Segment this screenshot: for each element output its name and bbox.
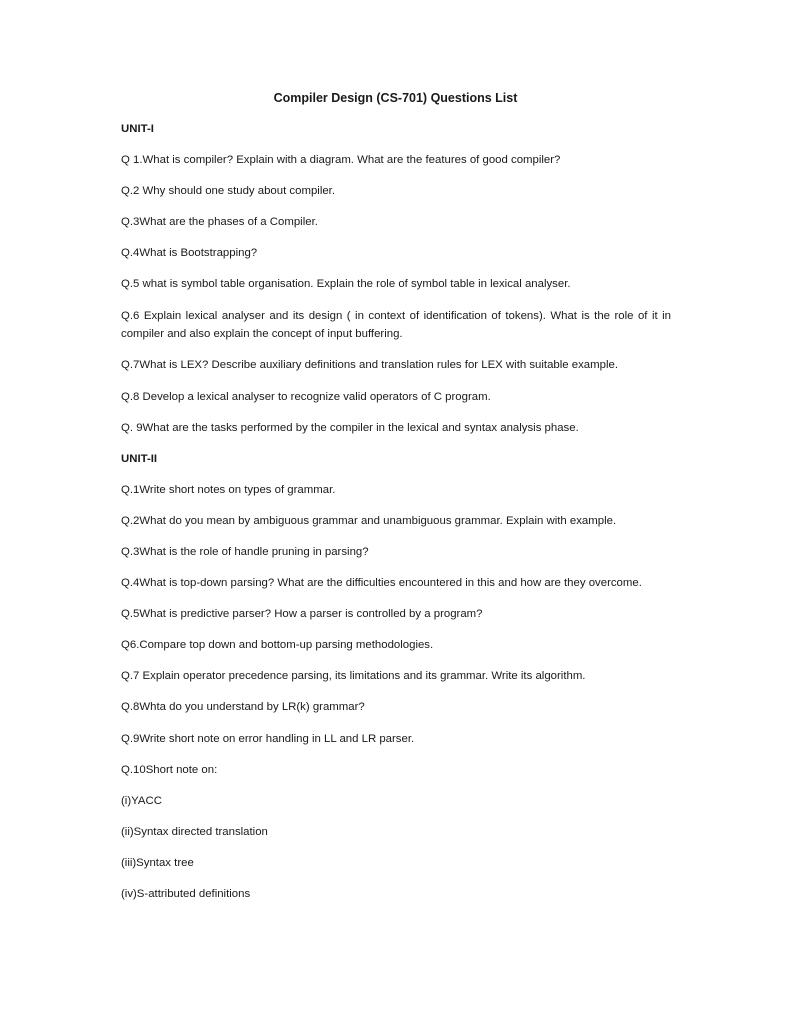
- unit-1-question-2: Q.2 Why should one study about compiler.: [121, 185, 336, 198]
- unit-1-question-5: Q.5 what is symbol table organisation. Explain the role of symbol table in lexical analyser.: [121, 278, 571, 291]
- unit-2-question-7: Q.7 Explain operator precedence parsing, its limitations and its grammar. Write its algorithm.: [121, 670, 586, 683]
- unit-2-question-3: Q.3What is the role of handle pruning in parsing?: [121, 546, 369, 559]
- unit-1-question-6: Q.6 Explain lexical analyser and its design ( in context of identification of tokens). What is the role of it in compiler and also explain the concept of input buffering.: [121, 309, 671, 341]
- unit-2-question-5: Q.5What is predictive parser? How a parser is controlled by a program?: [121, 608, 483, 621]
- unit-1-question-8: Q.8 Develop a lexical analyser to recognize valid operators of C program.: [121, 390, 491, 403]
- unit-2-subitem-sdt: (ii)Syntax directed translation: [121, 825, 268, 838]
- unit-1-question-9: Q. 9What are the tasks performed by the compiler in the lexical and syntax analysis phase.: [121, 421, 579, 434]
- unit-2-question-8: Q.8Whta do you understand by LR(k) grammar?: [121, 701, 365, 714]
- unit-2-subitem-s-attributed: (iv)S-attributed definitions: [121, 888, 251, 901]
- question-list: [121, 120, 671, 916]
- unit-2-subitem-syntax-tree: (iii)Syntax tree: [121, 856, 194, 869]
- unit-1-question-1: Q 1.What is compiler? Explain with a diagram. What are the features of good compiler?: [121, 154, 561, 167]
- unit-2-question-1: Q.1Write short notes on types of grammar.: [121, 483, 336, 496]
- unit-1-heading: UNIT-I: [121, 123, 154, 135]
- unit-2-subitem-yacc: (i)YACC: [121, 794, 162, 807]
- unit-1-question-4: Q.4What is Bootstrapping?: [121, 247, 258, 260]
- page-title: Compiler Design (CS-701) Questions List: [273, 91, 518, 105]
- unit-1-question-7: Q.7What is LEX? Describe auxiliary definitions and translation rules for LEX with suitable example.: [121, 359, 619, 372]
- unit-2-question-2: Q.2What do you mean by ambiguous grammar and unambiguous grammar. Explain with example.: [121, 514, 617, 527]
- unit-2-heading: UNIT-II: [121, 452, 158, 465]
- unit-2-question-10: Q.10Short note on:: [121, 763, 218, 776]
- unit-2-question-9: Q.9Write short note on error handling in LL and LR parser.: [121, 732, 415, 745]
- unit-1-question-3: Q.3What are the phases of a Compiler.: [121, 216, 318, 229]
- unit-2-question-4: Q.4What is top-down parsing? What are the difficulties encountered in this and how are they overcome.: [121, 577, 642, 590]
- unit-2-question-6: Q6.Compare top down and bottom-up parsing methodologies.: [121, 639, 434, 652]
